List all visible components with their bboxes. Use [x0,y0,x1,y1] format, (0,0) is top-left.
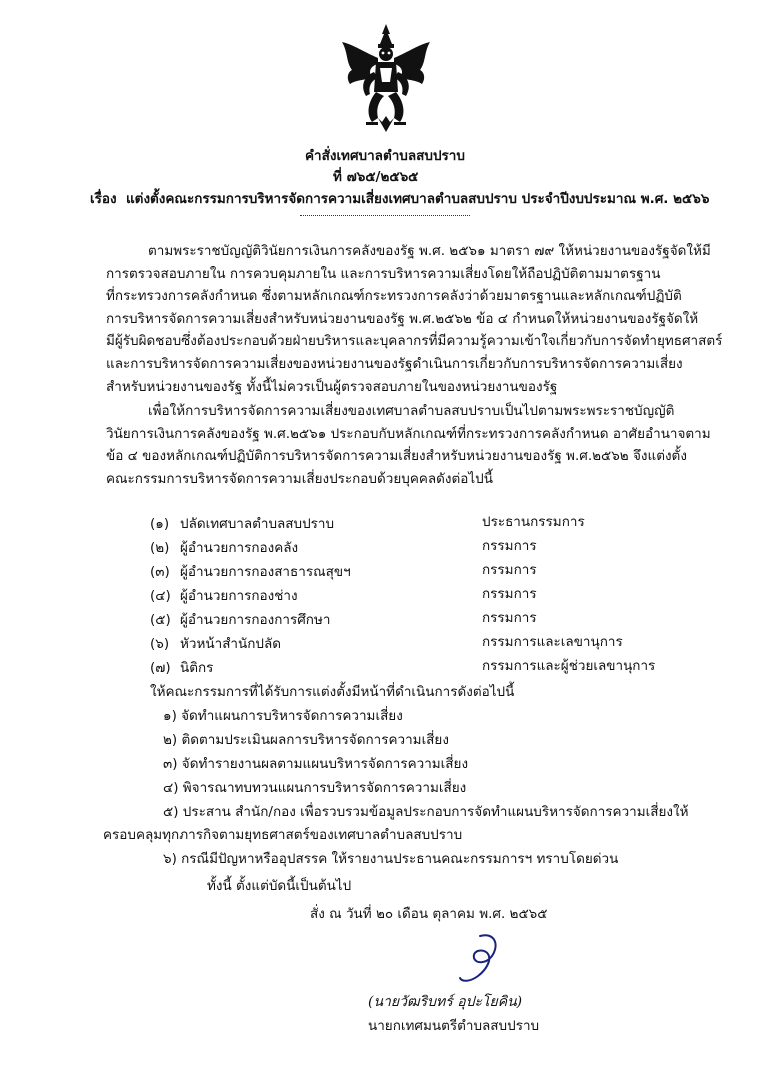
handwritten-signature [440,930,520,990]
paragraph-line: การตรวจสอบภายใน การควบคุมภายใน และการบริหารความเสี่ยงโดยให้ถือปฏิบัติตามมาตรฐาน [106,265,661,282]
signer-title: นายกเทศมนตรีตำบลสบปราบ [368,1018,540,1034]
member-number: (๔) [150,588,171,604]
paragraph-2 [106,400,711,490]
subject-label: เรื่อง [90,191,117,207]
duty-item: ๓) จัดทำรายงานผลตามแผนบริหารจัดการความเสี่ยง [163,756,469,772]
ordered-date: สั่ง ณ วันที่ ๒๐ เดือน ตุลาคม พ.ศ. ๒๕๖๕ [310,906,548,922]
paragraph-line: การบริหารจัดการความเสี่ยงสำหรับหน่วยงานของรัฐ พ.ศ.๒๕๖๒ ข้อ ๔ กำหนดให้หน่วยงานของรัฐจัดให้ [106,310,699,327]
effective-statement: ทั้งนี้ ตั้งแต่บัดนี้เป็นต้นไป [207,878,352,894]
duty-item: ๑) จัดทำแผนการบริหารจัดการความเสี่ยง [163,708,403,724]
member-number: (๕) [150,612,171,628]
subject-text: แต่งตั้งคณะกรรมการบริหารจัดการความเสี่ยงเทศบาลตำบลสบปราบ ประจำปีงบประมาณ พ.ศ. ๒๕๖๖ [125,191,710,207]
member-role: กรรมการ [482,538,537,554]
paragraph-line: ข้อ ๔ ของหลักเกณฑ์ปฏิบัติการบริหารจัดการความเสี่ยงสำหรับหน่วยงานของรัฐ พ.ศ.๒๕๖๒ จึงแต่งตั้ง [106,448,687,465]
member-number: (๒) [150,540,170,556]
duty-item: ๕) ประสาน สำนัก/กอง เพื่อรวบรวมข้อมูลประกอบการจัดทำแผนบริหารจัดการความเสี่ยงให้ [163,804,689,820]
paragraph-line: คณะกรรมการบริหารจัดการความเสี่ยงประกอบด้วยบุคคลดังต่อไปนี้ [106,470,493,487]
duty-item: ๔) พิจารณาทบทวนแผนการบริหารจัดการความเสี่ยง [163,780,467,796]
paragraph-line: สำหรับหน่วยงานของรัฐ ทั้งนี้ไม่ควรเป็นผู้ตรวจสอบภายในของหน่วยงานของรัฐ [106,378,558,395]
separator-dots [300,215,470,216]
member-role: ประธานกรรมการ [482,514,585,530]
member-role: กรรมการ [482,586,537,602]
paragraph-line: และการบริหารจัดการความเสี่ยงของหน่วยงานของรัฐดำเนินการเกี่ยวกับการบริหารจัดการความเสี่ยง [106,355,683,372]
order-subject [90,190,709,208]
member-name: หัวหน้าสำนักปลัด [180,636,282,652]
duty-item: ๖) กรณีมีปัญหาหรืออุปสรรค ให้รายงานประธานคณะกรรมการฯ ทราบโดยด่วน [163,851,619,867]
member-number: (๗) [150,660,171,676]
member-name: ผู้อำนวยการกองช่าง [180,588,298,604]
member-role: กรรมการ [482,610,537,626]
member-number: (๑) [150,516,170,532]
member-role: กรรมการและผู้ช่วยเลขานุการ [482,658,656,674]
member-name: นิติกร [180,660,214,676]
paragraph-line: เพื่อให้การบริหารจัดการความเสี่ยงของเทศบาลตำบลสบปราบเป็นไปตามพระพระราชบัญญัติ [148,403,675,419]
duties-intro: ให้คณะกรรมการที่ได้รับการแต่งตั้งมีหน้าที่ดำเนินการดังต่อไปนี้ [150,684,515,700]
member-name: ผู้อำนวยการกองการศึกษา [180,612,331,628]
member-role: กรรมการและเลขานุการ [482,634,623,650]
member-name: ผู้อำนวยการกองคลัง [180,540,299,556]
order-heading: คำสั่งเทศบาลตำบลสบปราบ [305,148,465,164]
signer-name: (นายวัฒริบทร์ อุปะโยคิน) [368,994,523,1010]
member-role: กรรมการ [482,562,537,578]
garuda-emblem-icon [338,22,434,134]
member-number: (๖) [150,636,170,652]
paragraph-line: ที่กระทรวงการคลังกำหนด ซึ่งตามหลักเกณฑ์กระทรวงการคลังว่าด้วยมาตรฐานและหลักเกณฑ์ปฏิบัติ [106,288,682,305]
member-name: ปลัดเทศบาลตำบลสบปราบ [180,516,335,532]
paragraph-1 [106,240,722,398]
order-number: ที่ ๗๖๕/๒๕๖๕ [333,169,419,185]
member-name: ผู้อำนวยการกองสาธารณสุขฯ [180,564,351,580]
paragraph-line: ตามพระราชบัญญัติวินัยการเงินการคลังของรัฐ พ.ศ. ๒๕๖๑ มาตรา ๗๙ ให้หน่วยงานของรัฐจัดให้มี [148,243,711,259]
paragraph-line: วินัยการเงินการคลังของรัฐ พ.ศ.๒๕๖๑ ประกอบกับหลักเกณฑ์ที่กระทรวงการคลังกำหนด อาศัยอำนาจตาม [106,425,711,442]
duty-item-continuation: ครอบคลุมทุกภารกิจตามยุทธศาสตร์ของเทศบาลตำบลสบปราบ [103,827,463,843]
duty-item: ๒) ติดตามประเมินผลการบริหารจัดการความเสี่ยง [163,732,449,748]
member-number: (๓) [150,564,170,580]
paragraph-line: มีผู้รับผิดชอบซึ่งต้องประกอบด้วยฝ่ายบริหารและบุคลากรที่มีความรู้ความเข้าใจเกี่ยวกับการจัดทำยุทธศาสตร์ [106,333,723,350]
